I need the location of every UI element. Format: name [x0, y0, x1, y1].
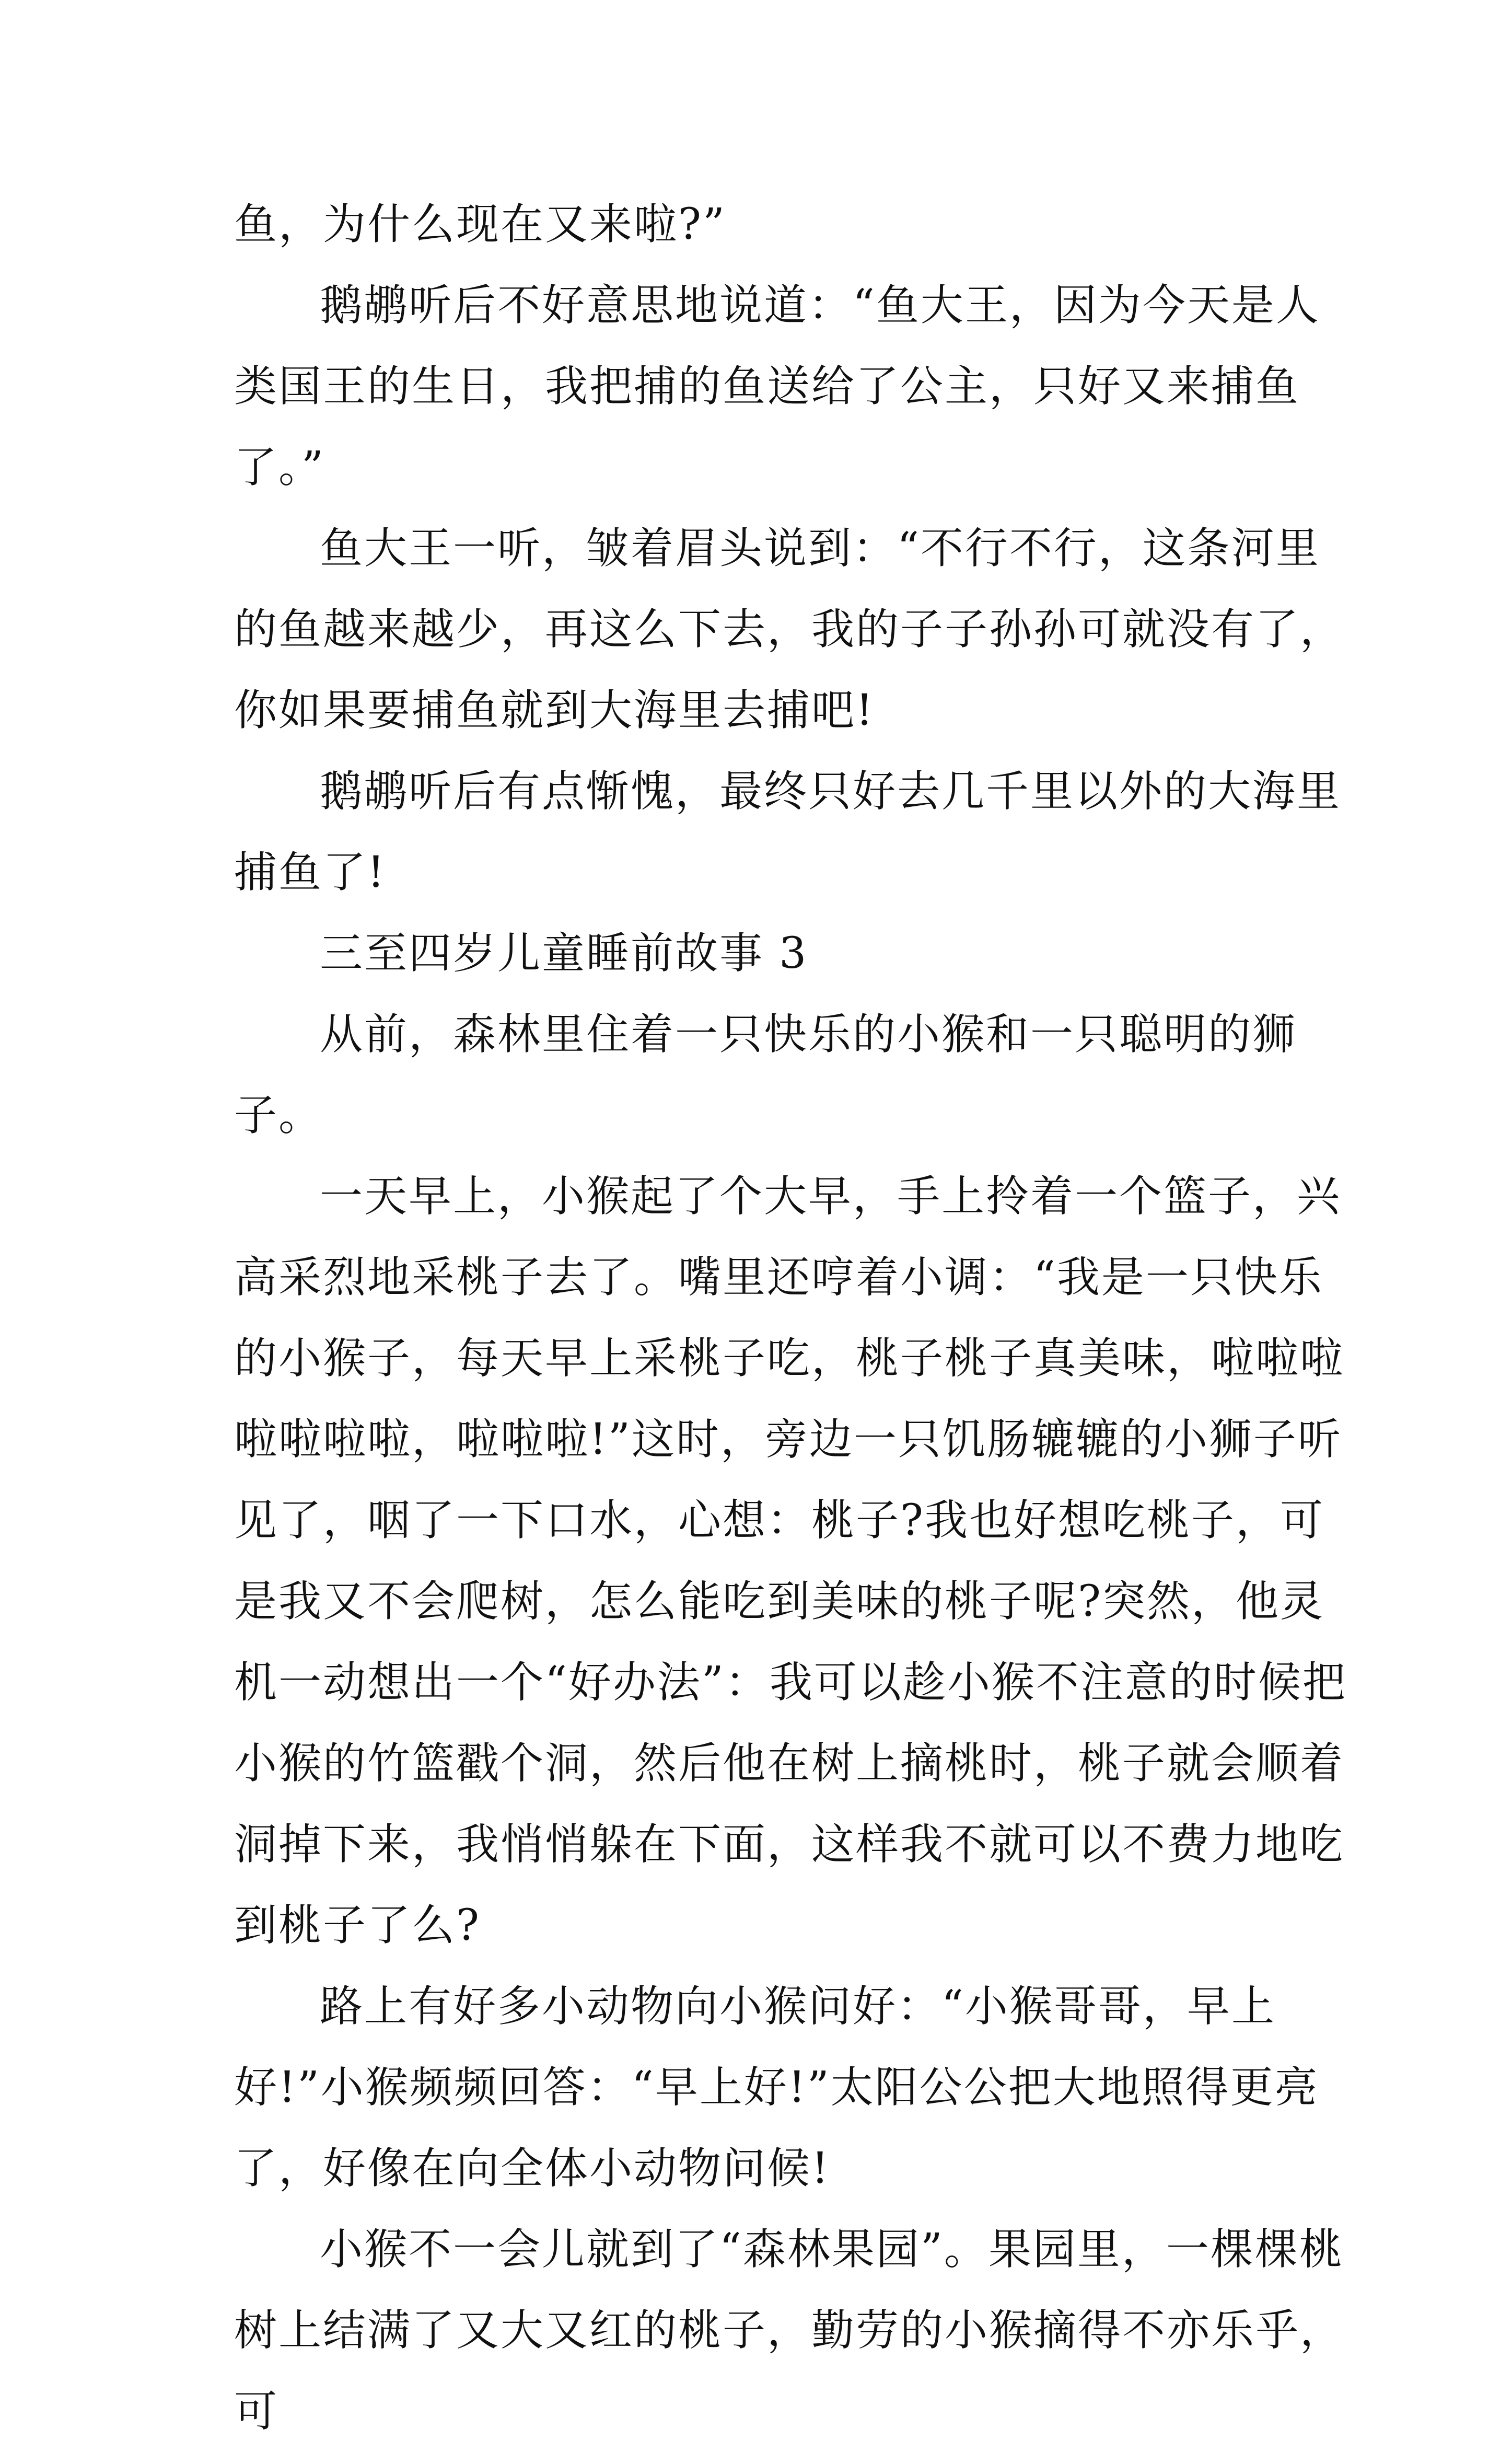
paragraph-3: 鱼大王一听，皱着眉头说到：“不行不行，这条河里的鱼越来越少，再这么下去，我的子子孙孙可就没有了，你如果要捕鱼就到大海里去捕吧! — [234, 524, 1345, 735]
paragraph-2: 鹅鹕听后不好意思地说道：“鱼大王，因为今天是人类国王的生日，我把捕的鱼送给了公主，只好又来捕鱼了。” — [234, 281, 1320, 492]
paragraph-4: 鹅鹕听后有点惭愧，最终只好去几千里以外的大海里捕鱼了! — [234, 767, 1342, 897]
paragraph-8: 路上有好多小动物向小猴问好：“小猴哥哥，早上好!”小猴频频回答：“早上好!”太阳公公把大地照得更亮了，好像在向全体小动物问候! — [234, 1982, 1319, 2193]
paragraph-6: 从前，森林里住着一只快乐的小猴和一只聪明的狮子。 — [234, 1010, 1297, 1140]
paragraph-7: 一天早上，小猴起了个大早，手上拎着一个篮子，兴高采烈地采桃子去了。嘴里还哼着小调：“我是一只快乐的小猴子，每天早上采桃子吃，桃子桃子真美味，啦啦啦啦啦啦啦，啦啦啦!”这时，旁边一只饥肠辘辘的小狮子听见了，咽了一下口水，心想：桃子?我也好想吃桃子，可是我又不会爬树，怎么能吃到美味的桃子呢?突然，他灵机一动想出一个“好办法”：我可以趁小猴不注意的时候把小猴的竹篮戳个洞，然后他在树上摘桃时，桃子就会顺着洞掉下来，我悄悄躲在下面，这样我不就可以不费力地吃到桃子了么? — [234, 1172, 1347, 1950]
story-text — [234, 184, 1352, 2452]
story-heading: 三至四岁儿童睡前故事 3 — [320, 929, 808, 978]
paragraph-1: 鱼，为什么现在又来啦?” — [234, 200, 726, 249]
paragraph-9: 小猴不一会儿就到了“森林果园”。果园里，一棵棵桃树上结满了又大又红的桃子，勤劳的小猴摘得不亦乐乎，可 — [234, 2225, 1345, 2436]
